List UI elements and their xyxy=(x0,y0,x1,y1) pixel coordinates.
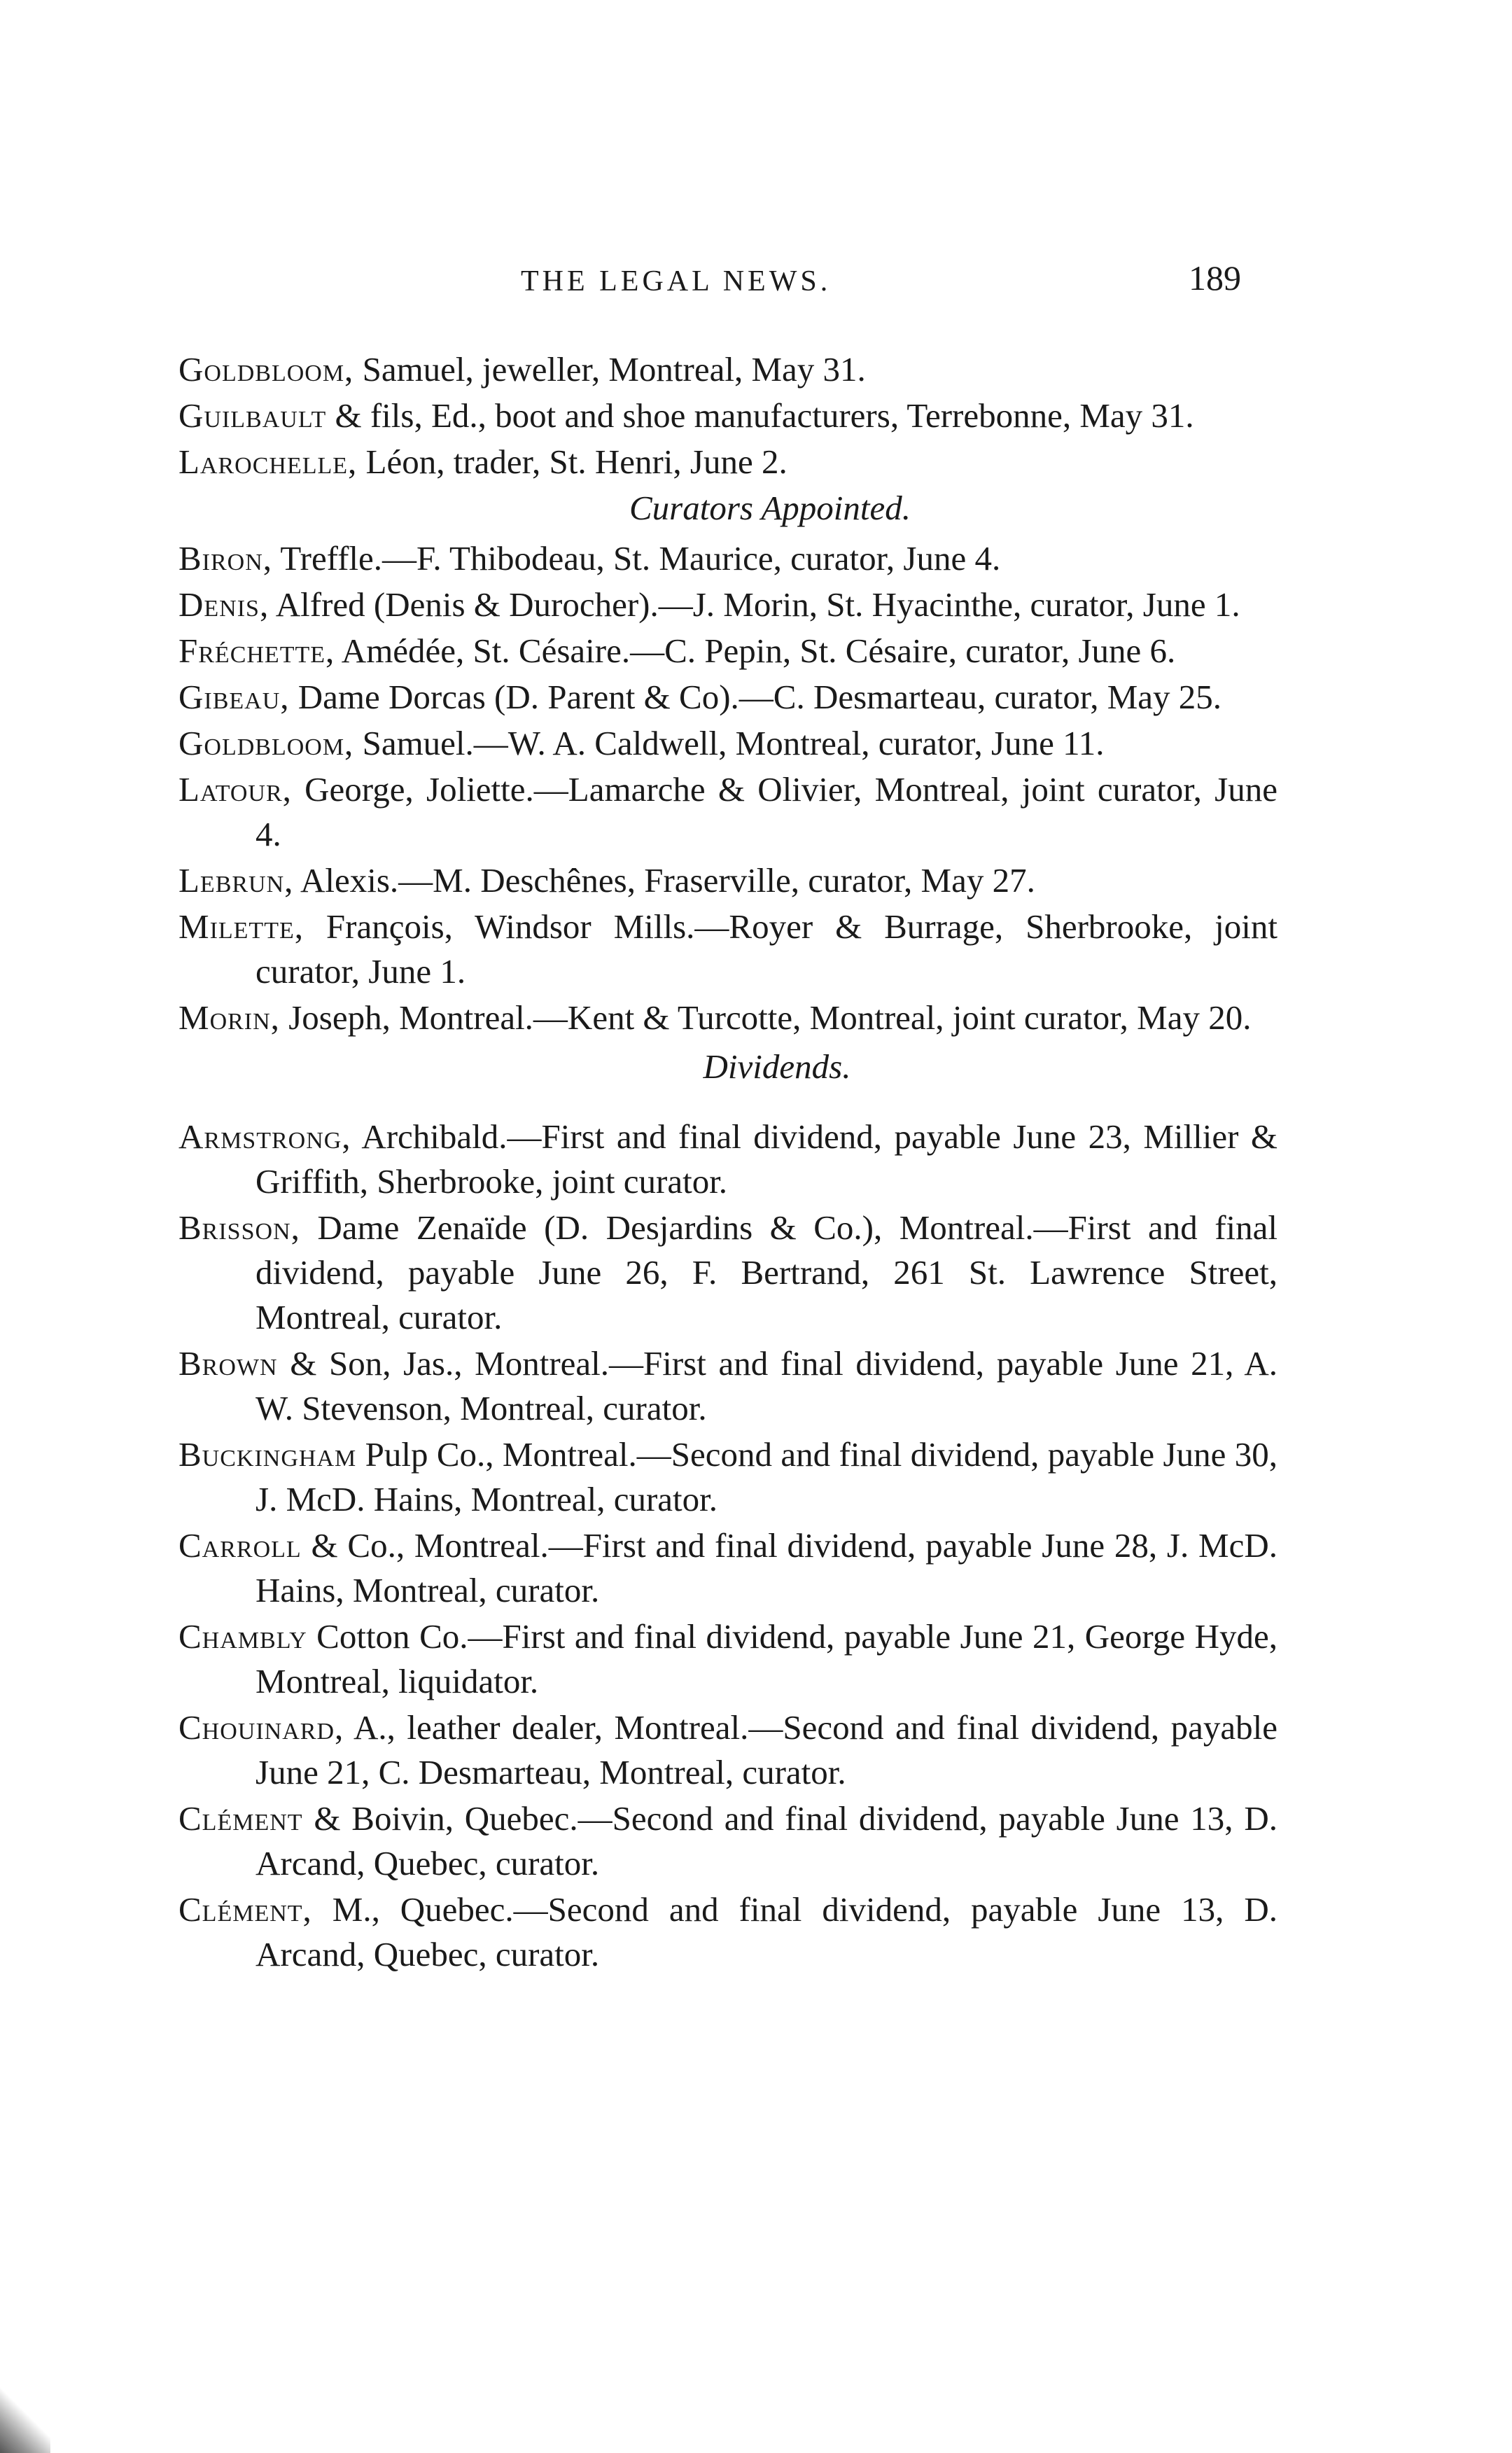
dividend-entry xyxy=(178,1796,1278,1886)
entry-name: Goldbloom, xyxy=(178,350,354,389)
entry-text: George, Joliette.—Lamarche & Olivier, Montreal, joint curator, June 4. xyxy=(255,770,1278,853)
running-title: THE LEGAL NEWS. xyxy=(521,265,832,298)
dividend-entry xyxy=(178,1432,1278,1522)
text-column xyxy=(178,347,1278,1977)
entry-text: François, Windsor Mills.—Royer & Burrage, Sherbrooke, joint curator, June 1. xyxy=(255,907,1278,991)
entry-text: Joseph, Montreal.—Kent & Turcotte, Montreal, joint curator, May 20. xyxy=(279,998,1252,1037)
entry-text: Pulp Co., Montreal.—Second and final dividend, payable June 30, J. McD. Hains, Montreal, curator. xyxy=(255,1435,1278,1518)
entry-name: Biron, xyxy=(178,539,273,578)
notice-entry xyxy=(178,347,1278,392)
entry-name: Denis, xyxy=(178,585,270,624)
entry-name: Clément, xyxy=(178,1890,312,1929)
entry-name: Morin, xyxy=(178,998,280,1037)
entry-text: Dame Zenaïde (D. Desjardins & Co.), Montreal.—First and final dividend, payable June 26, F. Bertrand, 261 St. Lawrence Street, Montreal, curator. xyxy=(255,1208,1278,1336)
entry-name: Clément xyxy=(178,1799,303,1838)
dividend-entry xyxy=(178,1705,1278,1795)
curator-entry xyxy=(178,629,1278,673)
page-number: 189 xyxy=(1189,258,1241,298)
entry-name: Brisson, xyxy=(178,1208,300,1247)
entry-name: Gibeau, xyxy=(178,678,290,716)
dividend-entry xyxy=(178,1341,1278,1431)
entry-text: Alexis.—M. Deschênes, Fraserville, curator, May 27. xyxy=(293,861,1035,900)
entry-name: Goldbloom, xyxy=(178,724,354,762)
entry-text: A., leather dealer, Montreal.—Second and final dividend, payable June 21, C. Desmarteau, Montreal, curator. xyxy=(255,1708,1278,1791)
dividend-entry xyxy=(178,1205,1278,1340)
curator-entry xyxy=(178,904,1278,994)
entry-text: & Co., Montreal.—First and final dividend, payable June 28, J. McD. Hains, Montreal, curator. xyxy=(255,1526,1278,1609)
curator-entry xyxy=(178,767,1278,857)
entry-name: Buckingham xyxy=(178,1435,357,1474)
entry-text: Amédée, St. Césaire.—C. Pepin, St. Césaire, curator, June 6. xyxy=(335,631,1176,670)
section-heading-curators: Curators Appointed. xyxy=(629,489,911,527)
notice-entry xyxy=(178,393,1278,438)
curator-entry xyxy=(178,995,1278,1040)
entry-text: & Boivin, Quebec.—Second and final dividend, payable June 13, D. Arcand, Quebec, curator. xyxy=(255,1799,1278,1882)
scan-edge-mark xyxy=(0,2383,50,2453)
dividend-entry xyxy=(178,1887,1278,1977)
curator-entry xyxy=(178,721,1278,766)
entry-text: Treffle.—F. Thibodeau, St. Maurice, curator, June 4. xyxy=(272,539,1001,578)
entry-name: Chouinard, xyxy=(178,1708,344,1747)
curator-entry xyxy=(178,858,1278,903)
entry-name: Chambly xyxy=(178,1617,307,1656)
entry-text: Samuel, jeweller, Montreal, May 31. xyxy=(354,350,866,389)
entry-name: Guilbault xyxy=(178,396,327,435)
entry-text: Léon, trader, St. Henri, June 2. xyxy=(357,442,788,481)
dividend-entry xyxy=(178,1614,1278,1704)
curator-entry xyxy=(178,582,1278,627)
entry-text: Cotton Co.—First and final dividend, payable June 21, George Hyde, Montreal, liquidator. xyxy=(255,1617,1278,1700)
entry-name: Latour, xyxy=(178,770,292,809)
entry-text: Samuel.—W. A. Caldwell, Montreal, curator, June 11. xyxy=(354,724,1105,762)
notice-entry xyxy=(178,440,1278,484)
entry-name: Milette, xyxy=(178,907,304,946)
curator-entry xyxy=(178,536,1278,581)
entry-name: Lebrun, xyxy=(178,861,294,900)
entry-text: Alfred (Denis & Durocher).—J. Morin, St. Hyacinthe, curator, June 1. xyxy=(269,585,1240,624)
entry-name: Larochelle, xyxy=(178,442,358,481)
entry-text: & Son, Jas., Montreal.—First and final dividend, payable June 21, A. W. Stevenson, Montreal, curator. xyxy=(255,1344,1278,1427)
section-heading-dividends: Dividends. xyxy=(703,1047,851,1086)
curator-entry xyxy=(178,675,1278,720)
entry-text: Dame Dorcas (D. Parent & Co).—C. Desmarteau, curator, May 25. xyxy=(289,678,1222,716)
entry-text: M., Quebec.—Second and final dividend, payable June 13, D. Arcand, Quebec, curator. xyxy=(255,1890,1278,1973)
dividend-entry xyxy=(178,1114,1278,1204)
entry-name: Armstrong, xyxy=(178,1117,351,1156)
entry-text: Archibald.—First and final dividend, payable June 23, Millier & Griffith, Sherbrooke, joint curator. xyxy=(255,1117,1278,1201)
entry-name: Carroll xyxy=(178,1526,302,1565)
entry-text: & fils, Ed., boot and shoe manufacturers, Terrebonne, May 31. xyxy=(326,396,1194,435)
dividend-entry xyxy=(178,1523,1278,1613)
entry-name: Fréchette, xyxy=(178,631,335,670)
entry-name: Brown xyxy=(178,1344,278,1383)
